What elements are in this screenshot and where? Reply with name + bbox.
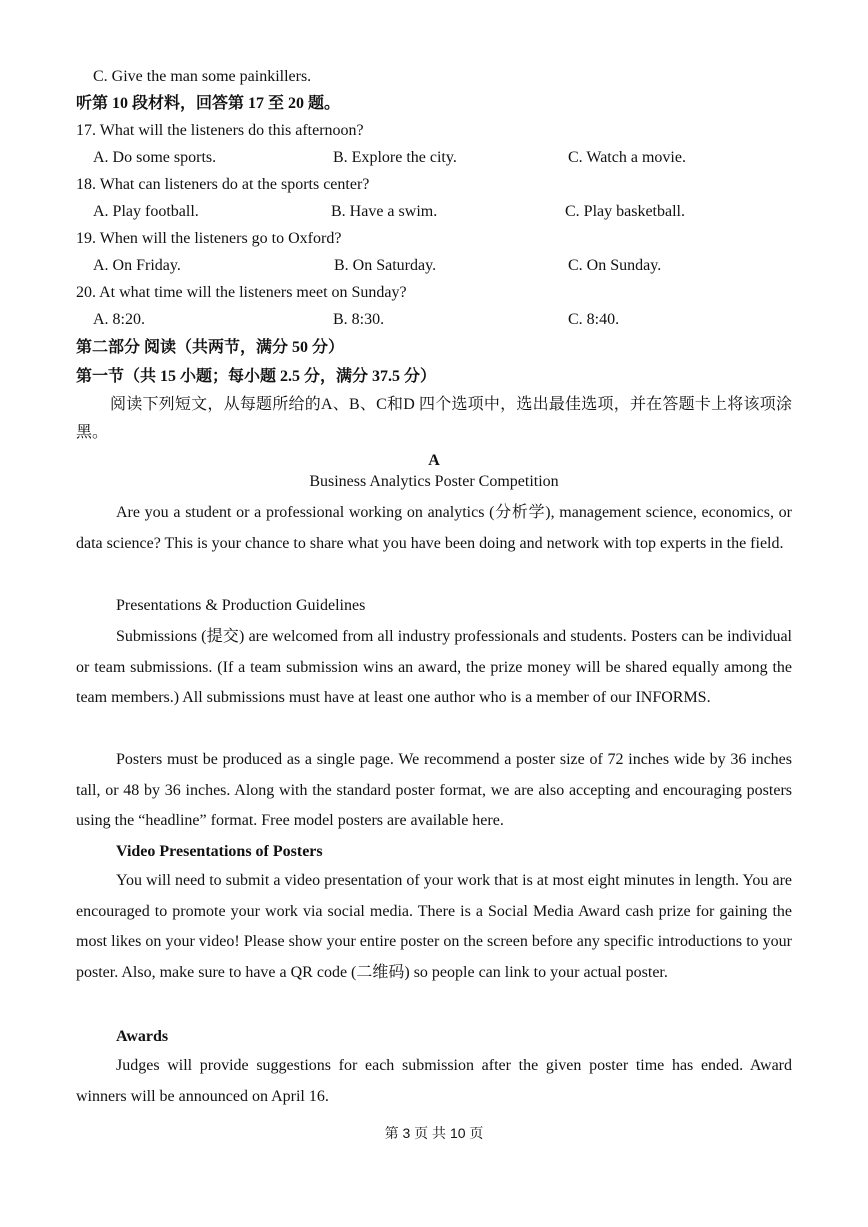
q18-stem: 18. What can listeners do at the sports center? <box>76 176 370 193</box>
page-footer: 第 3 页 共 10 页 <box>384 1125 484 1141</box>
reading-part-title: 第二部分 阅读（共两节，满分 50 分） <box>76 339 345 356</box>
q20-option-b: B. 8:30. <box>333 311 385 328</box>
section10-instruction: 听第 10 段材料，回答第 17 至 20 题。 <box>76 95 341 112</box>
passage-paragraph-4: You will need to submit a video presentation of your work that is at most eight minutes in length. You are encouraged to promote your work via social media. There is a Social Media Award cash prize for gaining the most likes on your video! Please show your entire poster on the screen before any specific introductions to your poster. Also, make sure to have a QR code (二维码) so people can link to your actual poster. <box>76 872 792 981</box>
reading-instruction: 阅读下列短文，从每题所给的A、B、C和D 四个选项中，选出最佳选项，并在答题卡上将该项涂黑。 <box>76 396 792 441</box>
reading-section-title: 第一节（共 15 小题；每小题 2.5 分，满分 37.5 分） <box>76 368 437 385</box>
q19-option-b: B. On Saturday. <box>334 257 437 274</box>
q18-option-c: C. Play basketball. <box>565 203 685 220</box>
q17-option-a: A. Do some sports. <box>93 149 217 166</box>
subheading-awards: Awards <box>116 1028 169 1045</box>
passage-letter: A <box>428 452 440 469</box>
q20-stem: 20. At what time will the listeners meet on Sunday? <box>76 284 407 301</box>
q17-option-c: C. Watch a movie. <box>568 149 686 166</box>
q16-option-c: C. Give the man some painkillers. <box>93 68 312 85</box>
q18-option-b: B. Have a swim. <box>331 203 438 220</box>
q19-option-a: A. On Friday. <box>93 257 181 274</box>
passage-paragraph-3: Posters must be produced as a single page. We recommend a poster size of 72 inches wide by 36 inches tall, or 48 by 36 inches. Along with the standard poster format, we are also accepting and encouraging posters using the “headline” format. Free model posters are available here. <box>76 751 792 829</box>
passage-paragraph-2: Submissions (提交) are welcomed from all industry professionals and students. Posters can be individual or team submissions. (If a team submission wins an award, the prize money will be shared equally among the team members.) All submissions must have at least one author who is a member of our INFORMS. <box>76 628 792 706</box>
subheading-guidelines: Presentations & Production Guidelines <box>116 597 366 614</box>
q20-option-c: C. 8:40. <box>568 311 620 328</box>
passage-title: Business Analytics Poster Competition <box>309 473 559 490</box>
q17-stem: 17. What will the listeners do this afternoon? <box>76 122 364 139</box>
q19-option-c: C. On Sunday. <box>568 257 662 274</box>
passage-paragraph-1: Are you a student or a professional working on analytics (分析学), management science, economics, or data science? This is your chance to share what you have been doing and network with top experts in the field. <box>76 504 792 552</box>
passage-paragraph-5: Judges will provide suggestions for each submission after the given poster time has ended. Award winners will be announced on April 16. <box>76 1057 792 1105</box>
q19-stem: 19. When will the listeners go to Oxford? <box>76 230 342 247</box>
q20-option-a: A. 8:20. <box>93 311 145 328</box>
q17-option-b: B. Explore the city. <box>333 149 457 166</box>
subheading-video: Video Presentations of Posters <box>116 843 323 860</box>
q18-option-a: A. Play football. <box>93 203 199 220</box>
